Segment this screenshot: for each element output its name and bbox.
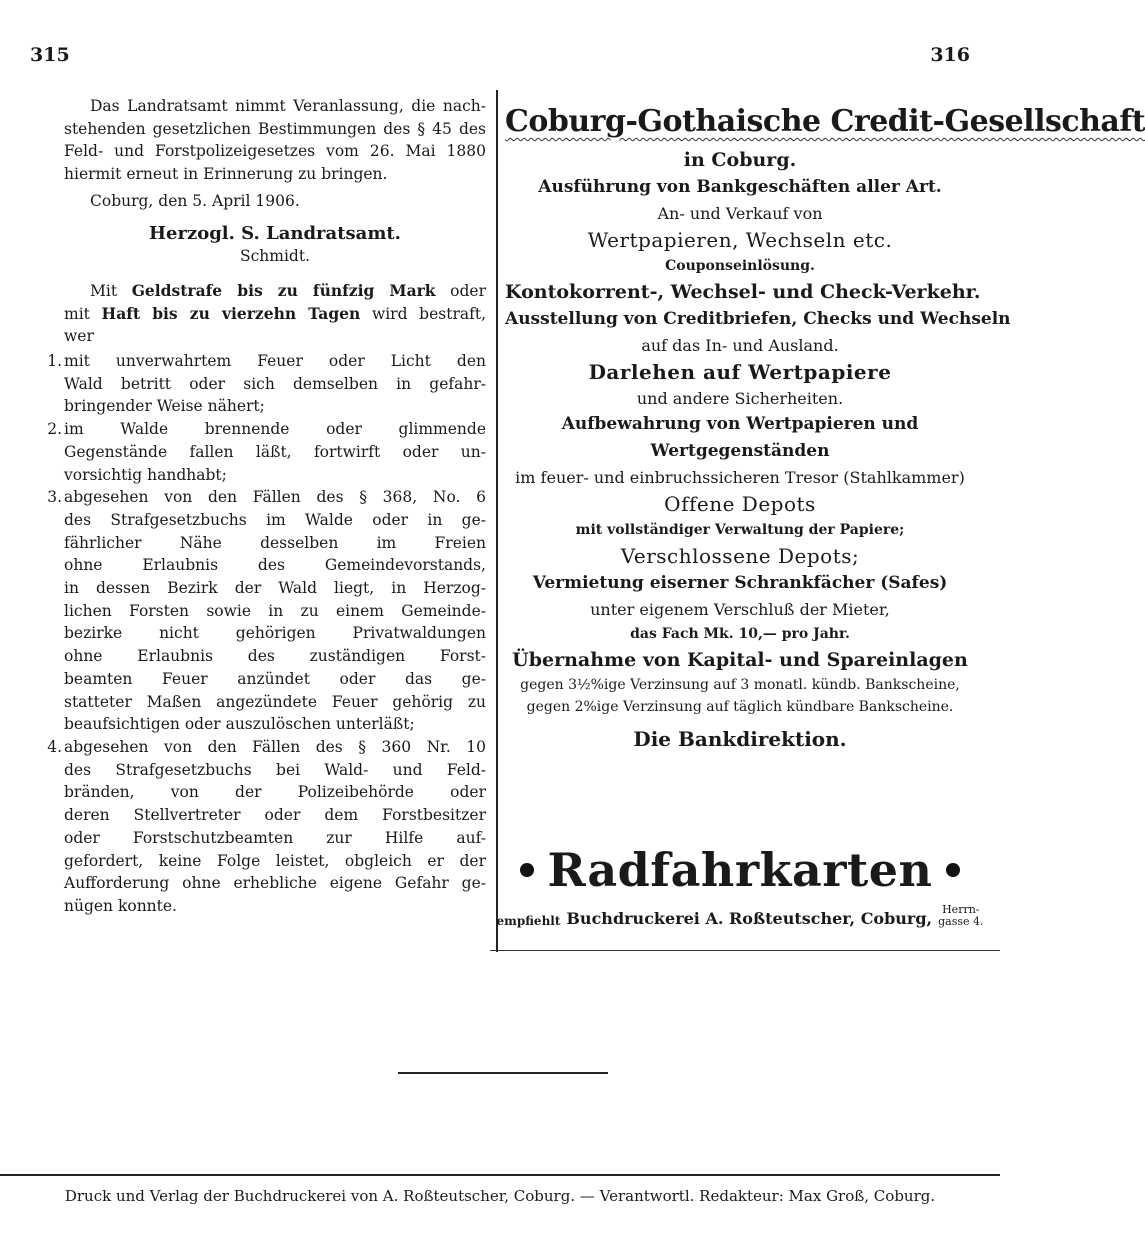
offense-item [47,736,486,918]
penalty-fine: Geldstrafe bis zu fünfzig Mark [131,280,436,300]
ad-line: Verschlossene Depots; [620,544,860,568]
intro-line: hiermit erneut in Erinnerung zu bringen. [64,165,388,184]
penalty-line: wer [64,327,94,346]
section-divider [490,950,1000,951]
ad-line: Offene Depots [664,492,816,516]
notice-column [47,95,487,918]
penalty-text: wird bestraft, [360,304,486,323]
ad-line: Wertpapieren, Wechseln etc. [587,228,893,252]
ad-line: auf das In- und Ausland. [641,336,839,355]
ad-line: gegen 2%ige Verzinsung auf täglich kündbare Bankscheine. [526,699,954,715]
offense-text [64,486,486,736]
penalty-text: Mit [90,281,132,300]
bicycle-card-heading [505,838,975,902]
ad-line: mit vollständiger Verwaltung der Papiere; [575,522,905,538]
penalty-text: mit [64,304,102,323]
printer-name: Buchdruckerei A. Roßteutscher, Coburg, [566,909,933,928]
offense-line: Aufforderung ohne erhebliche eigene Gefahr ge- [64,874,486,893]
offense-line: bringender Weise nähert; [64,397,265,416]
address-number: gasse 4. [938,915,984,928]
offense-line: abgesehen von den Fällen des § 360 Nr. 10 [64,737,486,756]
bullet-icon [520,863,534,877]
ad-line: Vermietung eiserner Schrankfächer (Safes) [532,573,948,593]
page-number-right: 316 [930,44,970,66]
offense-item [47,350,486,418]
column-divider [496,90,498,952]
offense-line: lichen Forsten sowie in zu einem Gemeinde- [64,601,486,620]
bank-signature: Die Bankdirektion. [633,727,847,751]
offense-item [47,486,486,736]
ad-line: Ausführung von Bankgeschäften aller Art. [538,177,942,197]
offense-line: mit unverwahrtem Feuer oder Licht den [64,352,486,371]
offense-line: ohne Erlaubnis des zuständigen Forst- [64,647,486,666]
ad-line: Aufbewahrung von Wertpapieren und [561,414,919,434]
ad-line: Ausstellung von Creditbriefen, Checks und Wechseln [505,309,1011,329]
offense-number: 2. [47,420,62,439]
intro-line: Feld- und Forstpolizeigesetzes vom 26. Mai 1880 [64,142,486,161]
offense-line: Gegenstände fallen läßt, fortwirft oder un- [64,442,486,461]
bicycle-card-title: Radfahrkarten [547,843,933,897]
signer-name: Schmidt. [239,247,310,266]
offense-text [64,736,486,918]
bank-city: in Coburg. [683,149,797,171]
offense-text [64,418,486,486]
offense-line: ohne Erlaubnis des Gemeindevorstands, [64,556,486,575]
imprint-footer: Druck und Verlag der Buchdruckerei von A. Roßteutscher, Coburg. — Verantwortl. Redakteur: Max Groß, Coburg. [64,1187,936,1205]
page-number-left: 315 [30,44,70,66]
penalty-line [64,303,486,326]
offense-list [47,350,486,918]
offense-line: bezirke nicht gehörigen Privatwaldungen [64,624,486,643]
offense-line: im Walde brennende oder glimmende [64,420,486,439]
bullet-icon [946,863,960,877]
penalty-text: oder [435,281,487,300]
offense-line: deren Stellvertreter oder dem Forstbesitzer [64,806,486,825]
authority-name: Herzogl. S. Landratsamt. [149,222,401,244]
offense-line: fährlicher Nähe desselben im Freien [64,533,486,552]
short-rule [398,1072,608,1074]
printer-line [496,903,984,928]
offense-line: beaufsichtigen oder auszulöschen unterläßt; [64,715,415,734]
offense-line: beamten Feuer anzündet oder das ge- [64,669,486,688]
offense-line: abgesehen von den Fällen des § 368, No. 6 [64,488,486,507]
bank-title: Coburg-Gothaische Credit-Gesellschaft [505,104,1145,139]
offense-number: 3. [47,488,62,507]
offense-line: oder Forstschutzbeamten zur Hilfe auf- [64,828,486,847]
offense-item [47,418,486,486]
ad-line: gegen 3½%ige Verzinsung auf 3 monatl. kündb. Bankscheine, [520,677,960,693]
address-street: Herrn- [942,903,980,916]
ad-line: und andere Sicherheiten. [636,389,844,408]
offense-line: des Strafgesetzbuchs bei Wald- und Feld- [64,760,486,779]
offense-number: 4. [47,737,62,756]
ad-line: Wertgegenständen [650,441,830,461]
offense-line: nügen konnte. [64,896,177,915]
printer-address [938,904,983,928]
ad-line: im feuer- und einbruchssicheren Tresor (Stahlkammer) [515,468,965,487]
offense-text [64,350,486,418]
intro-line: Das Landratsamt nimmt Veranlassung, die nach- [90,97,486,115]
offense-line: statteter Maßen angezündete Feuer gehörig zu [64,692,486,711]
offense-line: vorsichtig handhabt; [64,465,227,484]
notice-date: Coburg, den 5. April 1906. [90,191,300,210]
ad-line: Kontokorrent-, Wechsel- und Check-Verkehr. [505,281,981,303]
offense-line: Wald betritt oder sich demselben in gefahr- [64,374,486,393]
ad-line: Übernahme von Kapital- und Spareinlagen [512,649,968,671]
ad-line: An- und Verkauf von [657,204,823,223]
ad-line: Darlehen auf Wertpapiere [588,360,892,384]
offense-line: in dessen Bezirk der Wald liegt, in Herzog- [64,579,486,598]
penalty-line [64,280,486,303]
footer-rule [0,1174,1000,1176]
ad-line: das Fach Mk. 10,— pro Jahr. [630,626,850,642]
ad-line: unter eigenem Verschluß der Mieter, [590,600,890,619]
penalty-detention: Haft bis zu vierzehn Tagen [101,303,361,323]
bicycle-card-advertisement [496,838,984,928]
ad-line: Couponseinlösung. [665,258,815,274]
bank-advertisement [505,98,1145,756]
intro-line: stehenden gesetzlichen Bestimmungen des § 45 des [64,119,486,138]
offense-line: des Strafgesetzbuchs im Walde oder in ge- [64,510,486,529]
recommend-text: empfiehlt [496,914,561,928]
offense-line: gefordert, keine Folge leistet, obgleich er der [64,851,486,870]
offense-number: 1. [47,352,62,371]
offense-line: bränden, von der Polizeibehörde oder [64,783,486,802]
